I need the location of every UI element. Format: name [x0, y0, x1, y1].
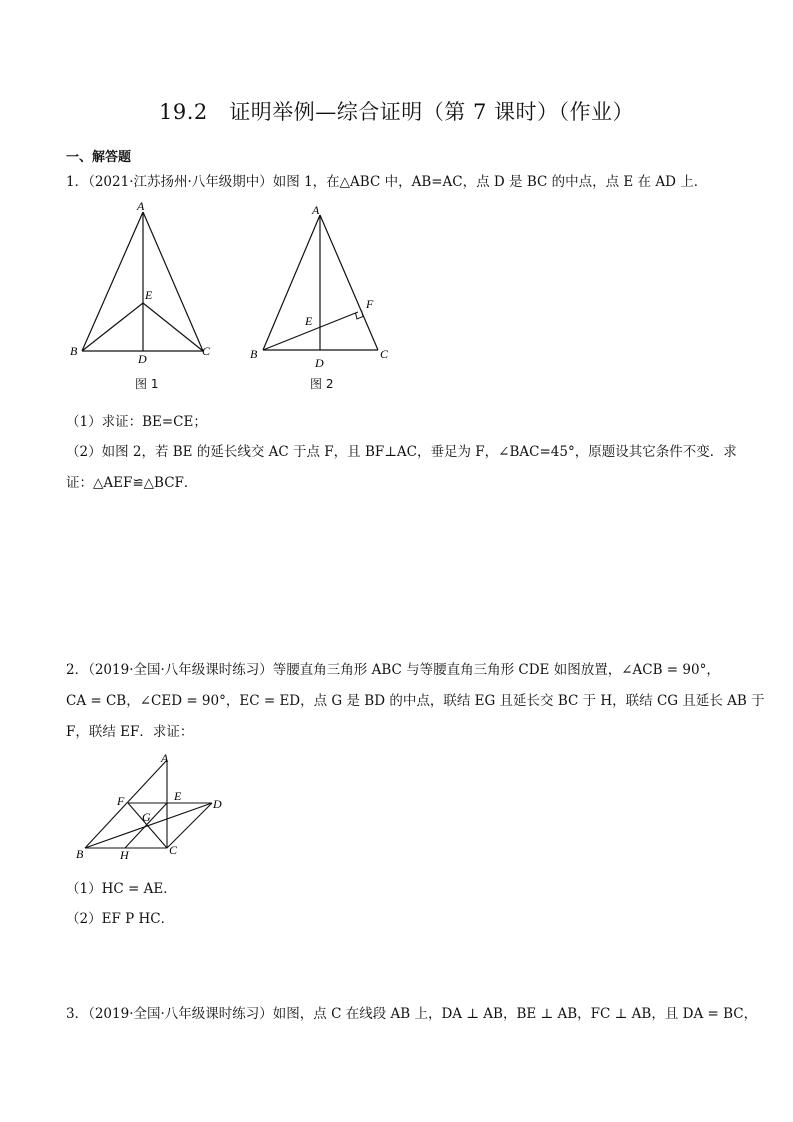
section-heading: 一、解答题: [66, 150, 132, 165]
fig1-label-d: D: [138, 352, 147, 365]
fig1-caption: 图 1: [135, 377, 159, 391]
q1-part1: （1）求证：BE=CE；: [66, 414, 207, 430]
fig3-label-b: B: [76, 847, 84, 861]
fig3-label-h: H: [120, 848, 129, 862]
q2-figure: [70, 748, 240, 868]
q2-part1: （1）HC = AE．: [66, 881, 177, 897]
fig2-label-f: F: [366, 297, 374, 311]
page-title: 19.2 证明举例—综合证明（第 7 课时）（作业）: [159, 100, 634, 124]
q1-figure-1: [60, 195, 230, 365]
q2-part2: （2）EF P HC．: [66, 911, 175, 927]
q1-stem: 1．（2021·江苏扬州·八年级期中）如图 1，在△ABC 中，AB=AC，点 D 是 BC 的中点，点 E 在 AD 上．: [66, 174, 708, 190]
fig1-label-e: E: [145, 288, 153, 302]
fig3-label-a: A: [161, 751, 169, 765]
fig3-label-e: E: [174, 789, 182, 803]
fig2-label-d: D: [315, 356, 324, 370]
fig1-label-b: B: [70, 344, 78, 358]
q2-line3: F，联结 EF．求证：: [66, 724, 194, 740]
fig2-label-b: B: [250, 347, 258, 361]
q1-part2-line1: （2）如图 2，若 BE 的延长线交 AC 于点 F，且 BF⊥AC，垂足为 F，∠BAC=45°，原题设其它条件不变．求: [66, 444, 737, 460]
fig3-label-d: D: [213, 797, 222, 811]
fig3-label-c: C: [169, 843, 178, 857]
q1-figure-2: [245, 200, 405, 370]
fig2-label-e: E: [305, 314, 313, 328]
fig3-label-f: F: [117, 794, 125, 808]
q3-line1: 3．（2019·全国·八年级课时练习）如图，点 C 在线段 AB 上，DA ⊥ AB，BE ⊥ AB，FC ⊥ AB，且 DA = BC，: [66, 1006, 758, 1022]
fig2-label-a: A: [312, 203, 320, 217]
q1-part2-line2: 证：△AEF≌△BCF．: [66, 475, 198, 491]
fig1-label-a: A: [137, 199, 145, 213]
q2-line2: CA = CB，∠CED = 90°，EC = ED，点 G 是 BD 的中点，联结 EG 且延长交 BC 于 H，联结 CG 且延长 AB 于: [66, 693, 765, 709]
q2-line1: 2．（2019·全国·八年级课时练习）等腰直角三角形 ABC 与等腰直角三角形 CDE 如图放置，∠ACB = 90°，: [66, 662, 720, 678]
fig1-label-c: C: [202, 344, 211, 358]
fig3-label-g: G: [142, 810, 151, 824]
fig2-label-c: C: [380, 347, 389, 361]
fig2-caption: 图 2: [310, 377, 334, 391]
